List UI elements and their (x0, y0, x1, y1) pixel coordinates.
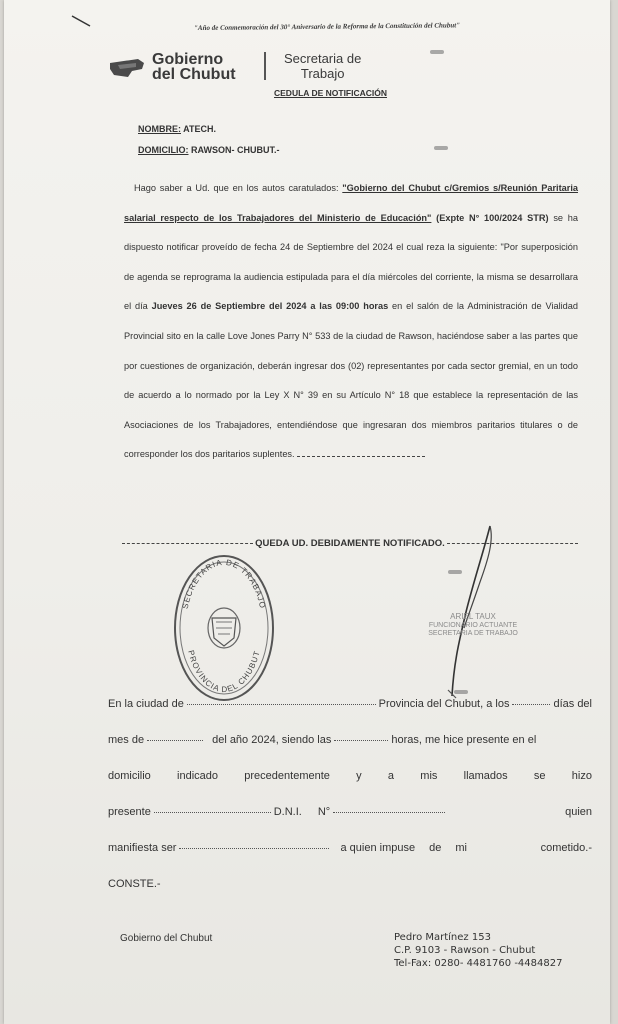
form-row-1 (108, 698, 592, 734)
department-name (284, 51, 361, 81)
chubut-logo-icon (108, 55, 146, 79)
government-logo (108, 52, 236, 82)
form-text: mi (455, 842, 467, 854)
form-text: del año 2024, siendo las (212, 734, 332, 746)
form-text: indicado (177, 770, 219, 782)
body-text-1: se ha dispuesto notificar proveído de fecha 24 de Septiembre del 2024 el cual reza la siguiente: "Por superposición de agenda se reprograma la audiencia estipulada para el día miércoles del corriente, la misma se desarrollara el día (124, 212, 579, 312)
dept-line2: Trabajo (300, 66, 345, 81)
form-text: D.N.I. (273, 806, 302, 818)
footer-postal: C.P. 9103 - Rawson - Chubut (394, 945, 536, 956)
form-row-3 (108, 770, 592, 806)
document-page (4, 0, 610, 1024)
form-text: N° (317, 806, 331, 818)
form-text: domicilio (108, 770, 151, 782)
form-text: a (387, 770, 395, 782)
form-text: días del (553, 698, 592, 710)
footer-phone: Tel-Fax: 0280- 4481760 -4484827 (394, 958, 563, 969)
day-blank (512, 704, 550, 705)
form-row-5 (108, 842, 592, 878)
form-row-4 (108, 806, 592, 842)
svg-text:PROVINCIA DEL CHUBUT (186, 649, 261, 694)
header-divider (264, 52, 266, 80)
body-end-dashes (297, 456, 425, 457)
official-seal (172, 552, 276, 702)
footer-address (394, 931, 562, 970)
pen-mark (70, 14, 92, 28)
header-motto: "Año de Conmemoración del 30° Aniversario de la Reforma de la Constitución del Chubut" (193, 21, 461, 33)
form-text: presente (108, 806, 151, 818)
footer-street: Pedro Martínez 153 (394, 932, 491, 943)
form-text: Provincia del Chubut, a los (378, 698, 510, 710)
svg-text:SECRETARIA DE TRABAJO (181, 558, 268, 610)
address-field (138, 145, 280, 155)
redaction-mark (454, 690, 468, 694)
notice-text: QUEDA UD. DEBIDAMENTE NOTIFICADO. (255, 538, 445, 549)
conste-text: CONSTE.- (108, 878, 161, 890)
handwritten-signature (444, 520, 514, 700)
form-text: hizo (571, 770, 592, 782)
form-text: cometido.- (540, 842, 592, 854)
seal-top-text: SECRETARIA DE TRABAJO (180, 557, 268, 610)
name-label: NOMBRE: (138, 124, 181, 134)
body-text-2: en el salón de la Administración de Vialidad Provincial sito en la calle Love Jones Parry N° 533 de la ciudad de Rawson, haciéndose saber a las partes que por cuestiones de organización, deberán ingresar dos (02) representantes por cada sector gremial, en un todo de acuerdo a lo normado por la Ley X N° 39 en su Artículo N° 18 que establece la representación de las Asociaciones de los Trabajadores, entendiéndose que ingresaran dos miembros paritarios titulares o de corresponder los dos paritarios suplentes. (124, 301, 578, 460)
case-title: "Gobierno del Chubut c/Gremios s/Reunión Paritaria salarial respecto de los Trabajadores del Ministerio de Educación" (124, 183, 578, 223)
signatory-block (408, 613, 538, 639)
seal-bottom-text: PROVINCIA DEL CHUBUT (186, 649, 262, 695)
signatory-name: ARIEL TAUX (450, 612, 496, 621)
address-label: DOMICILIO: (138, 145, 189, 155)
month-blank (147, 740, 203, 741)
form-text: precedentemente (244, 770, 330, 782)
org-name-line1: Gobierno (152, 51, 224, 68)
hearing-date: Jueves 26 de Septiembre del 2024 a las 09:00 horas (151, 301, 389, 312)
person-blank (154, 812, 271, 813)
name-value: ATECH. (183, 124, 217, 134)
notice-dash-left (122, 543, 253, 544)
city-blank (187, 704, 376, 705)
footer-org: Gobierno del Chubut (120, 933, 213, 944)
form-text: En la ciudad de (108, 698, 184, 710)
body-intro: Hago saber a Ud. que en los autos caratulados: (134, 183, 343, 193)
form-text: mes de (108, 734, 145, 746)
form-row-6 (108, 878, 592, 914)
case-number: (Expte N° 100/2024 STR) (431, 212, 549, 223)
dept-line1: Secretaria de (284, 51, 362, 66)
redaction-mark (430, 50, 444, 54)
form-text: manifiesta ser (108, 842, 177, 854)
redaction-mark (434, 146, 448, 150)
form-text: horas, me hice presente en el (391, 734, 537, 746)
document-title: CEDULA DE NOTIFICACIÓN (274, 88, 388, 98)
form-text: quien (565, 806, 593, 818)
form-text: y (356, 770, 362, 782)
signatory-role: FUNCIONARIO ACTUANTE (428, 621, 518, 629)
form-text: a quien impuse (340, 842, 416, 854)
form-text: llamados (463, 770, 508, 782)
form-text: se (533, 770, 546, 782)
address-value: RAWSON- CHUBUT.- (191, 145, 280, 155)
form-row-2 (108, 734, 592, 770)
hour-blank (334, 740, 388, 741)
dni-blank (333, 812, 445, 813)
role-blank (179, 848, 329, 849)
org-name-line2: del Chubut (152, 66, 236, 83)
delivery-form (108, 698, 592, 914)
form-text: mis (420, 770, 438, 782)
redaction-mark (448, 570, 462, 574)
signatory-office: SECRETARIA DE TRABAJO (428, 630, 518, 637)
notification-body (124, 174, 578, 470)
name-field (138, 124, 216, 134)
form-text: de (429, 842, 442, 854)
